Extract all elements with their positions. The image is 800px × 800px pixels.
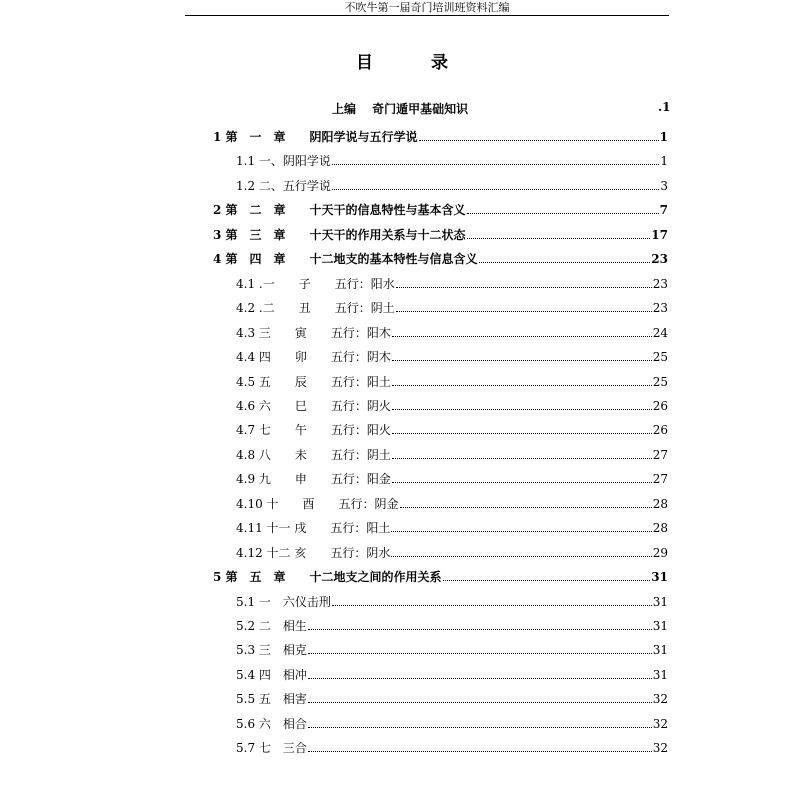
dot-leader xyxy=(308,653,652,654)
toc-entry-page: 32 xyxy=(652,741,668,756)
toc-entry-page: 1 xyxy=(659,130,668,144)
dot-leader xyxy=(392,433,652,434)
dot-leader xyxy=(392,385,652,386)
toc-entry-page: 28 xyxy=(652,521,668,536)
dot-leader xyxy=(392,482,652,483)
dot-leader xyxy=(392,336,652,337)
toc-chapter-entry[interactable] xyxy=(213,222,668,242)
toc-entry-title: 1.1 一、阴阳学说 xyxy=(236,154,331,169)
toc-section-entry[interactable] xyxy=(236,589,668,609)
dot-leader xyxy=(467,238,651,239)
dot-leader xyxy=(308,727,652,728)
toc-entry-title: 3 第 三 章 十天干的作用关系与十二状态 xyxy=(213,227,466,242)
toc-entry-page: 31 xyxy=(652,619,668,633)
toc-section-entry[interactable] xyxy=(236,417,668,437)
toc-entry-page: 25 xyxy=(652,374,668,389)
dot-leader xyxy=(308,629,652,630)
toc-entry-page: 3 xyxy=(660,178,668,193)
toc-section-entry[interactable] xyxy=(236,369,668,389)
toc-entry-page: 17 xyxy=(651,227,668,242)
toc-entry-title: 4.4 四 卯 五行：阴木 xyxy=(236,350,391,365)
toc-entry-page: 28 xyxy=(652,496,668,511)
toc-entry-title: 1 第 一 章 阴阳学说与五行学说 xyxy=(213,130,418,144)
toc-entry-page: 7 xyxy=(659,203,668,218)
header-rule xyxy=(185,15,669,16)
dot-leader xyxy=(392,458,652,459)
part-label: 上编 奇门遁甲基础知识 xyxy=(332,102,469,116)
toc-entry-page: 31 xyxy=(652,594,668,609)
toc-entry-title: 5.1 一 六仪击刑 xyxy=(236,594,331,609)
toc-section-entry[interactable] xyxy=(236,637,668,657)
toc-entry-page: 23 xyxy=(652,301,668,316)
toc-entry-title: 4.7 七 午 五行：阳火 xyxy=(236,423,391,438)
toc-entry-title: 4.6 六 巳 五行：阴火 xyxy=(236,398,391,413)
dot-leader xyxy=(391,531,651,532)
toc-section-entry[interactable] xyxy=(236,148,668,168)
toc-entry-title: 4 第 四 章 十二地支的基本特性与信息含义 xyxy=(213,252,478,267)
toc-entry-title: 4.5 五 辰 五行：阳土 xyxy=(236,374,391,389)
dot-leader xyxy=(396,311,652,312)
toc-entry-title: 4.8 八 未 五行：阴土 xyxy=(236,447,391,462)
toc-section-entry[interactable] xyxy=(236,613,668,633)
toc-section-entry[interactable] xyxy=(236,711,668,731)
toc-entry-title: 4.12 十二 亥 五行：阴水 xyxy=(236,545,391,560)
toc-entry-title: 4.3 三 寅 五行：阳木 xyxy=(236,325,391,340)
toc-entry-title: 5 第 五 章 十二地支之间的作用关系 xyxy=(213,570,442,585)
toc-entry-page: 27 xyxy=(652,472,668,487)
toc-entry-page: 32 xyxy=(652,716,668,731)
toc-section-entry[interactable] xyxy=(236,173,668,193)
toc-entry-title: 4.2 .二 丑 五行：阴土 xyxy=(236,301,395,316)
toc-section-entry[interactable] xyxy=(236,662,668,682)
toc-entry-page: 26 xyxy=(652,398,668,413)
toc-section-entry[interactable] xyxy=(236,442,668,462)
dot-leader xyxy=(391,556,651,557)
toc-section-entry[interactable] xyxy=(236,515,668,535)
toc-entry-page: 32 xyxy=(652,692,668,707)
toc-entry-title: 5.7 七 三合 xyxy=(236,741,307,756)
dot-leader xyxy=(392,360,652,361)
part-heading[interactable] xyxy=(0,100,800,116)
toc-entry-title: 5.4 四 相冲 xyxy=(236,667,307,682)
dot-leader xyxy=(308,702,652,703)
toc-entry-page: 25 xyxy=(652,350,668,365)
toc-section-entry[interactable] xyxy=(236,295,668,315)
dot-leader xyxy=(443,580,651,581)
toc-entry-page: 31 xyxy=(651,570,668,585)
toc-chapter-entry[interactable] xyxy=(213,564,668,584)
toc-entry-page: 29 xyxy=(652,545,668,560)
toc-entry-page: 31 xyxy=(652,667,668,682)
header-text: 不吹牛第一届奇门培训班资料汇编 xyxy=(344,1,510,14)
toc-entry-page: 27 xyxy=(652,447,668,462)
dot-leader xyxy=(308,751,652,752)
toc-entry-title: 5.2 二 相生 xyxy=(236,619,307,633)
toc-entry-title: 5.3 三 相克 xyxy=(236,643,307,658)
toc-entry-title: 5.6 六 相合 xyxy=(236,716,307,731)
dot-leader xyxy=(479,262,651,263)
toc-entry-page: 23 xyxy=(651,252,668,267)
toc-chapter-entry[interactable] xyxy=(213,124,668,144)
toc-entry-page: 1 xyxy=(660,154,668,169)
dot-leader xyxy=(332,605,652,606)
toc-chapter-entry[interactable] xyxy=(213,197,668,217)
toc-section-entry[interactable] xyxy=(236,686,668,706)
toc-section-entry[interactable] xyxy=(236,271,668,291)
toc-entry-title: 4.10 十 酉 五行：阴金 xyxy=(236,496,399,511)
toc-section-entry[interactable] xyxy=(236,540,668,560)
dot-leader xyxy=(308,678,652,679)
dot-leader xyxy=(332,189,659,190)
dot-leader xyxy=(396,287,652,288)
toc-entry-page: 26 xyxy=(652,423,668,438)
toc-entry-title: 4.11 十一 戌 五行：阳土 xyxy=(236,521,391,536)
toc-entry-title: 4.1 .一 子 五行：阳水 xyxy=(236,276,395,291)
toc-entry-title: 1.2 二、五行学说 xyxy=(236,178,331,193)
dot-leader xyxy=(400,507,652,508)
dot-leader xyxy=(467,213,659,214)
dot-leader xyxy=(419,140,659,141)
part-page: .1 xyxy=(658,100,671,114)
dot-leader xyxy=(392,409,652,410)
toc-section-entry[interactable] xyxy=(236,393,668,413)
toc-entry-title: 5.5 五 相害 xyxy=(236,692,307,707)
toc-section-entry[interactable] xyxy=(236,491,668,511)
dot-leader xyxy=(332,164,659,165)
toc-entry-page: 23 xyxy=(652,276,668,291)
toc-section-entry[interactable] xyxy=(236,344,668,364)
toc-chapter-entry[interactable] xyxy=(213,246,668,266)
toc-section-entry[interactable] xyxy=(236,735,668,755)
page-title: 目 录 xyxy=(356,53,474,73)
toc-section-entry[interactable] xyxy=(236,320,668,340)
toc-entry-page: 24 xyxy=(652,325,668,340)
toc-section-entry[interactable] xyxy=(236,466,668,486)
toc-entry-page: 31 xyxy=(652,643,668,658)
toc-entry-title: 4.9 九 申 五行：阳金 xyxy=(236,472,391,487)
toc-entry-title: 2 第 二 章 十天干的信息特性与基本含义 xyxy=(213,203,466,218)
